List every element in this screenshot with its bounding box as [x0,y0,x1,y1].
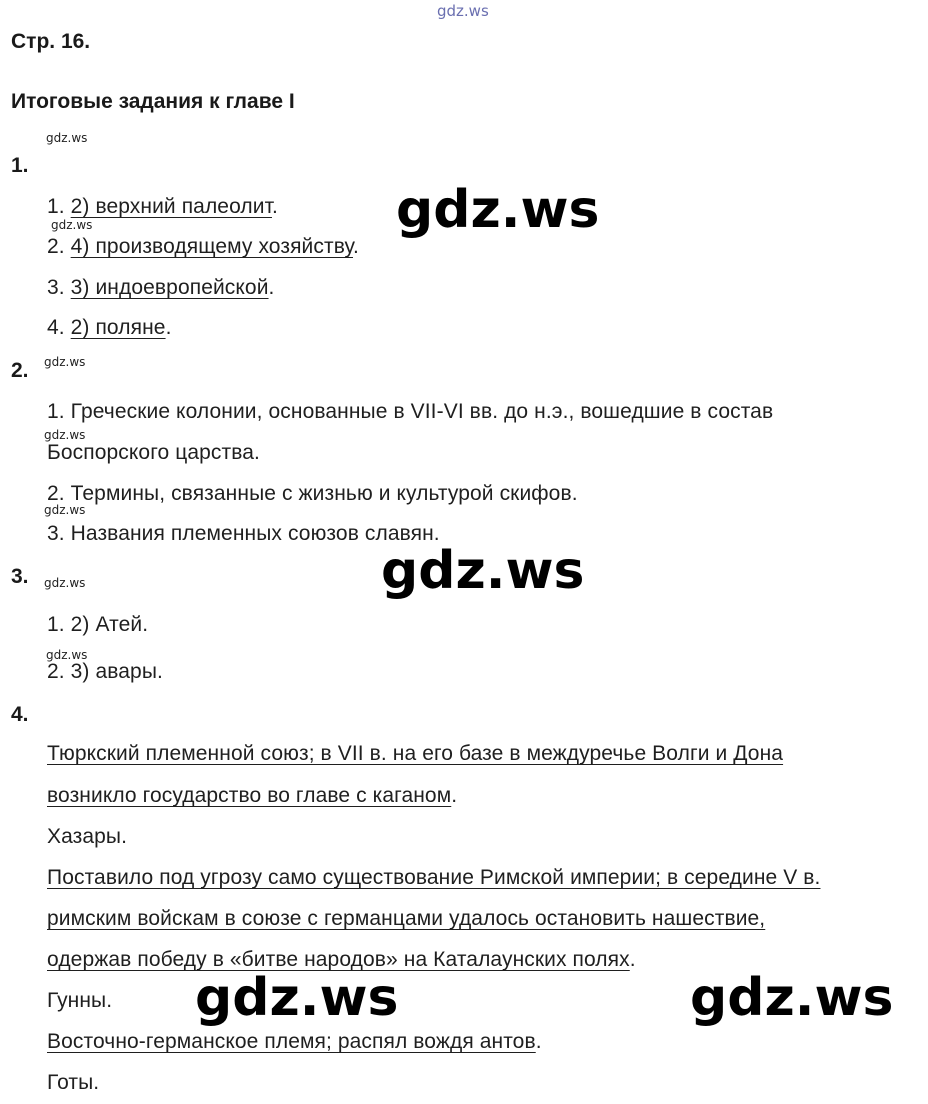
q1-item-3-answer: 3) индоевропейской [70,276,269,299]
question-2-number: 2. [11,359,29,382]
small-watermark: gdz.ws [44,428,86,442]
huns-description-suffix: . [629,948,636,971]
q1-item-3-prefix: 3. [47,276,71,299]
q2-line-1: 1. Греческие колонии, основанные в VII-VI вв. до н.э., вошедшие в состав [47,400,774,423]
q1-item-2-suffix: . [353,235,359,258]
khazars-answer: Хазары. [47,825,128,848]
q1-item-3-suffix: . [268,276,275,299]
big-watermark: gdz.ws [396,180,600,240]
goths-description-text: Восточно-германское племя; распял вождя антов [47,1030,536,1053]
goths-description [47,1030,542,1054]
khazars-description-line-2 [47,784,457,808]
top-watermark: gdz.ws [437,2,489,20]
huns-description-line-2: римским войскам в союзе с германцами удалось остановить нашествие, [47,907,766,930]
small-watermark: gdz.ws [44,503,86,517]
q2-line-2: Боспорского царства. [47,441,260,464]
huns-description-text: одержав победу в «битве народов» на Каталаунских полях [47,948,630,971]
question-4-number: 4. [11,703,29,726]
big-watermark: gdz.ws [381,541,585,601]
khazars-description-suffix: . [451,784,458,807]
q2-line-3: 2. Термины, связанные с жизнью и культурой скифов. [47,482,578,505]
khazars-description-text: возникло государство во главе с каганом [47,784,452,807]
chapter-title: Итоговые задания к главе I [11,90,295,113]
goths-answer: Готы. [47,1071,100,1094]
huns-description-line-1: Поставило под угрозу само существование Римской империи; в середине V в. [47,866,821,889]
q1-item-1 [47,195,278,219]
small-watermark: gdz.ws [46,648,88,662]
big-watermark: gdz.ws [690,968,894,1028]
q1-item-2-answer: 4) производящему хозяйству [70,235,353,258]
page-number: Стр. 16. [11,30,91,53]
q1-item-3 [47,276,274,300]
q1-item-1-answer: 2) верхний палеолит [70,195,272,218]
question-1-number: 1. [11,154,29,177]
q1-item-4-answer: 2) поляне [70,316,166,339]
q2-line-4: 3. Названия племенных союзов славян. [47,522,440,545]
q1-item-2-prefix: 2. [47,235,71,258]
q1-item-4-suffix: . [165,316,172,339]
small-watermark: gdz.ws [44,355,86,369]
huns-answer: Гунны. [47,989,113,1012]
q1-item-2 [47,235,359,259]
q3-line-2: 2. 3) авары. [47,660,163,683]
question-3-number: 3. [11,565,29,588]
q1-item-1-suffix: . [271,195,278,218]
small-watermark: gdz.ws [46,131,88,145]
q1-item-1-prefix: 1. [47,195,71,218]
small-watermark: gdz.ws [51,218,93,232]
q3-line-1: 1. 2) Атей. [47,613,149,636]
big-watermark: gdz.ws [195,968,399,1028]
khazars-description-line-1: Тюркский племенной союз; в VII в. на его базе в междуречье Волги и Дона [47,742,784,765]
small-watermark: gdz.ws [44,576,86,590]
goths-description-suffix: . [535,1030,542,1053]
q1-item-4-prefix: 4. [47,316,71,339]
q1-item-4 [47,316,172,340]
